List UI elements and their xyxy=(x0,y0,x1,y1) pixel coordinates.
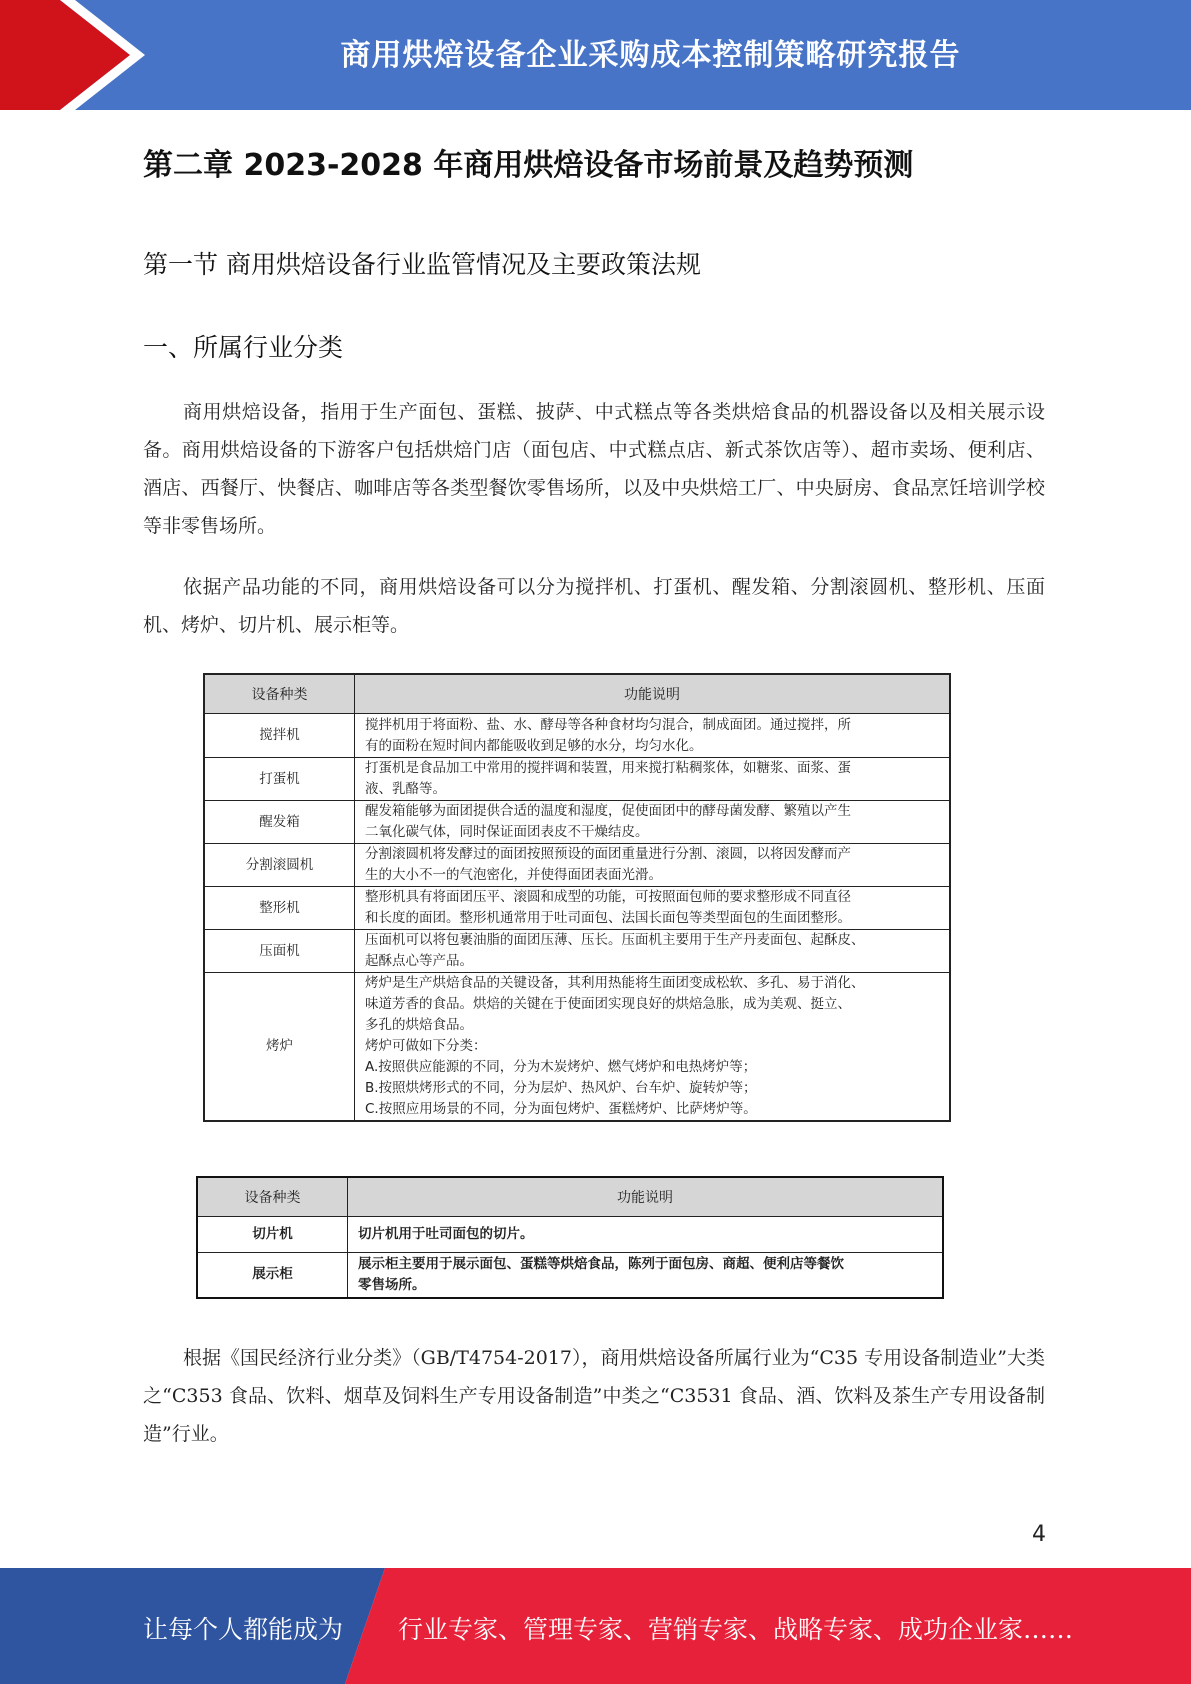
equipment-name: 切片机 xyxy=(197,1217,348,1253)
subsection-title: 一、所属行业分类 xyxy=(143,333,344,362)
description-line: 整形机具有将面团压平、滚圆和成型的功能，可按照面包师的要求整形成不同直径 xyxy=(365,889,851,905)
chapter-title: 第二章 2023-2028 年商用烘焙设备市场前景及趋势预测 xyxy=(143,148,914,183)
equipment-description xyxy=(355,758,951,801)
table-row xyxy=(204,714,950,758)
equipment-name: 展示柜 xyxy=(197,1253,348,1298)
equipment-name: 打蛋机 xyxy=(204,758,355,801)
table-header-type: 设备种类 xyxy=(204,674,355,714)
equipment-table-2 xyxy=(196,1176,944,1299)
equipment-name: 搅拌机 xyxy=(204,714,355,758)
table-row xyxy=(204,801,950,844)
paragraph-classification: 根据《国民经济行业分类》（GB/T4754-2017），商用烘焙设备所属行业为“C35 专用设备制造业”大类之“C353 食品、饮料、烟草及饲料生产专用设备制造”中类之“C3531 食品、酒、饮料及茶生产专用设备制造”行业。 xyxy=(143,1347,1045,1445)
equipment-table-1 xyxy=(203,673,951,1122)
table-row xyxy=(204,758,950,801)
equipment-name: 分割滚圆机 xyxy=(204,844,355,887)
description-line: 切片机用于吐司面包的切片。 xyxy=(358,1226,534,1242)
page-header xyxy=(0,0,1191,110)
description-line: 味道芳香的食品。烘焙的关键在于使面团实现良好的烘焙急胀，成为美观、挺立、 xyxy=(365,996,851,1012)
report-title: 商用烘焙设备企业采购成本控制策略研究报告 xyxy=(340,38,961,73)
table-header-type: 设备种类 xyxy=(197,1177,348,1217)
description-line: 和长度的面团。整形机通常用于吐司面包、法国长面包等类型面包的生面团整形。 xyxy=(365,910,851,926)
table-row xyxy=(197,1253,943,1298)
equipment-name: 整形机 xyxy=(204,887,355,930)
description-line: C.按照应用场景的不同，分为面包烤炉、蛋糕烤炉、比萨烤炉等。 xyxy=(365,1101,757,1117)
description-line: 烤炉可做如下分类： xyxy=(365,1038,487,1054)
description-line: 烤炉是生产烘焙食品的关键设备，其利用热能将生面团变成松软、多孔、易于消化、 xyxy=(365,975,865,991)
equipment-description xyxy=(348,1253,944,1298)
table-header-description: 功能说明 xyxy=(355,674,951,714)
table-header-row xyxy=(197,1177,943,1217)
equipment-description xyxy=(355,930,951,973)
description-line: 零售场所。 xyxy=(358,1276,426,1293)
section-title: 第一节 商用烘焙设备行业监管情况及主要政策法规 xyxy=(143,250,701,279)
description-line: A.按照供应能源的不同，分为木炭烤炉、燃气烤炉和电热烤炉等； xyxy=(365,1059,757,1075)
page-footer xyxy=(0,1568,1191,1684)
page-number: 4 xyxy=(1032,1522,1046,1547)
equipment-description xyxy=(355,714,951,758)
footer-slogan-right: 行业专家、管理专家、营销专家、战略专家、成功企业家…… xyxy=(398,1615,1074,1644)
equipment-name: 醒发箱 xyxy=(204,801,355,844)
description-line: 多孔的烘焙食品。 xyxy=(365,1017,473,1033)
equipment-description xyxy=(355,844,951,887)
footer-slogan-left: 让每个人都能成为 xyxy=(143,1615,344,1644)
table-row xyxy=(204,844,950,887)
table-row xyxy=(204,973,950,1122)
description-line: 搅拌机用于将面粉、盐、水、酵母等各种食材均匀混合，制成面团。通过搅拌，所 xyxy=(365,716,851,733)
description-line: 有的面粉在短时间内都能吸收到足够的水分，均匀水化。 xyxy=(365,737,703,754)
description-line: 展示柜主要用于展示面包、蛋糕等烘焙食品，陈列于面包房、商超、便利店等餐饮 xyxy=(358,1255,844,1272)
description-line: 打蛋机是食品加工中常用的搅拌调和装置，用来搅打粘稠浆体，如糖浆、面浆、蛋 xyxy=(365,760,851,776)
table-row xyxy=(204,887,950,930)
table-row xyxy=(197,1217,943,1253)
description-line: 二氧化碳气体，同时保证面团表皮不干燥结皮。 xyxy=(365,824,649,840)
table-row xyxy=(204,930,950,973)
description-line: 起酥点心等产品。 xyxy=(365,953,473,969)
description-line: 压面机可以将包裹油脂的面团压薄、压长。压面机主要用于生产丹麦面包、起酥皮、 xyxy=(365,932,865,948)
description-line: 醒发箱能够为面团提供合适的温度和湿度，促使面团中的酵母菌发酵、繁殖以产生 xyxy=(365,803,851,819)
equipment-description xyxy=(355,887,951,930)
paragraph-categories: 依据产品功能的不同，商用烘焙设备可以分为搅拌机、打蛋机、醒发箱、分割滚圆机、整形机、压面机、烤炉、切片机、展示柜等。 xyxy=(143,576,1045,636)
description-line: 分割滚圆机将发酵过的面团按照预设的面团重量进行分割、滚圆，以将因发酵而产 xyxy=(365,846,851,862)
equipment-name: 烤炉 xyxy=(204,973,355,1122)
description-line: 生的大小不一的气泡密化，并使得面团表面光滑。 xyxy=(365,867,662,883)
table-header-description: 功能说明 xyxy=(348,1177,944,1217)
table-header-row xyxy=(204,674,950,714)
equipment-description xyxy=(355,973,951,1122)
equipment-description xyxy=(348,1217,944,1253)
equipment-name: 压面机 xyxy=(204,930,355,973)
description-line: 液、乳酪等。 xyxy=(365,781,446,797)
equipment-description xyxy=(355,801,951,844)
description-line: B.按照烘烤形式的不同，分为层炉、热风炉、台车炉、旋转炉等； xyxy=(365,1080,757,1096)
paragraph-intro: 商用烘焙设备，指用于生产面包、蛋糕、披萨、中式糕点等各类烘焙食品的机器设备以及相关展示设备。商用烘焙设备的下游客户包括烘焙门店（面包店、中式糕点店、新式茶饮店等）、超市卖场、便利店、酒店、西餐厅、快餐店、咖啡店等各类型餐饮零售场所，以及中央烘焙工厂、中央厨房、食品烹饪培训学校等非零售场所。 xyxy=(143,401,1045,537)
